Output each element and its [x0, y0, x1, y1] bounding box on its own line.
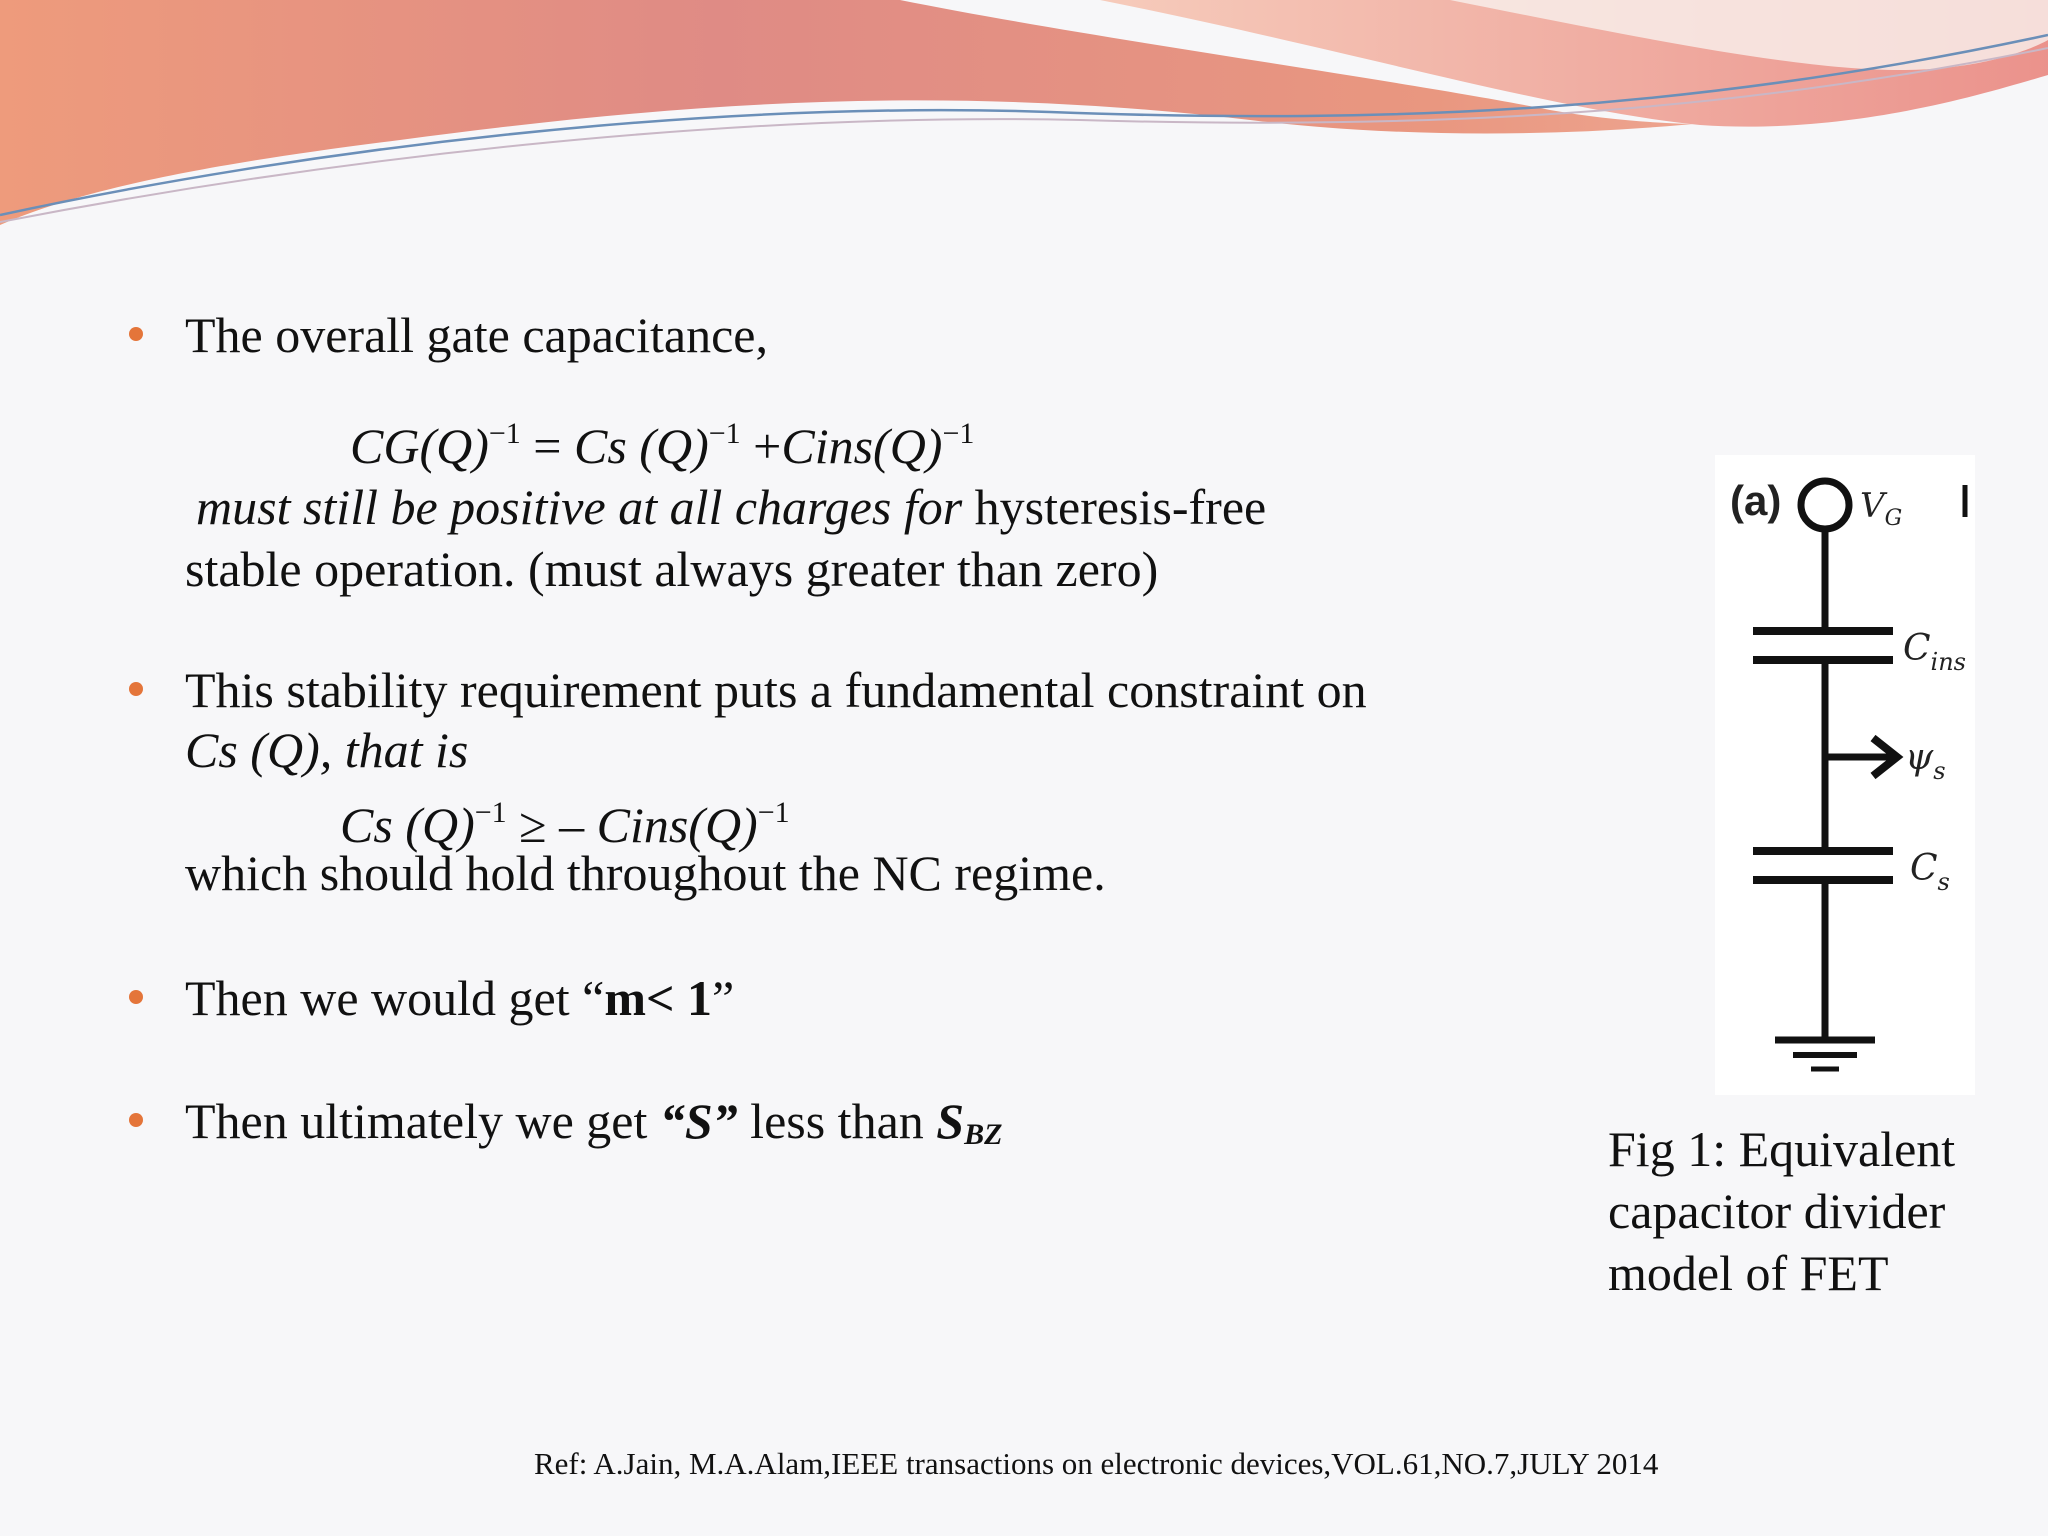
bullet-1-italic-text: must still be positive at all charges for — [196, 479, 963, 535]
vg-label: $V_G$ — [1860, 486, 1903, 531]
gate-capacitance-equation — [350, 404, 974, 476]
psi-label: $\psi_s$ — [1905, 737, 1946, 785]
bullet-3-suffix: ” — [711, 970, 735, 1026]
bullet-4-middle: less than — [737, 1093, 937, 1149]
caption-line-2: capacitor divider — [1608, 1183, 1946, 1239]
eq-plus: + — [740, 418, 782, 474]
caption-line-1: Fig 1: Equivalent — [1608, 1121, 1956, 1177]
eq-exp-3: −1 — [942, 417, 975, 450]
bullet-4-text — [185, 1091, 1002, 1165]
bullet-4-prefix: Then ultimately we get — [185, 1093, 660, 1149]
bullet-1-text: The overall gate capacitance, — [185, 307, 768, 363]
bullet-2-line-1: This stability requirement puts a fundamental constraint on — [185, 662, 1367, 718]
bullet-dot-4 — [129, 1113, 143, 1127]
eq-term-cins: Cins(Q) — [781, 418, 943, 474]
circuit-diagram — [1715, 455, 1975, 1095]
bullet-dot-1 — [129, 327, 143, 341]
eq-exp-2: −1 — [708, 417, 741, 450]
ineq-exp-1: −1 — [474, 796, 507, 829]
reference-citation: Ref: A.Jain, M.A.Alam,IEEE transactions on electronic devices,VOL.61,NO.7,JULY 2014 — [534, 1446, 1659, 1481]
bullet-2-line-2: Cs (Q), that is — [185, 722, 469, 778]
bullet-3-prefix: Then we would get “ — [185, 970, 605, 1026]
bullet-3-bold: m< 1 — [604, 970, 712, 1026]
bullet-1-line-2 — [196, 477, 1266, 537]
cins-label: $C_{ins}$ — [1903, 628, 1966, 676]
panel-label: (a) — [1730, 477, 1782, 524]
eq-equals: = — [520, 418, 574, 474]
eq-lhs: CG(Q) — [350, 418, 489, 474]
bullet-dot-3 — [129, 990, 143, 1004]
bullet-1-line-3: stable operation. (must always greater than zero) — [185, 541, 1159, 597]
bullet-4-sbz-sub: BZ — [964, 1118, 1003, 1151]
ineq-rhs: Cins(Q) — [596, 797, 758, 853]
capacitor-divider-figure — [1715, 455, 1975, 1095]
figure-caption — [1608, 1118, 1955, 1304]
cs-label: $C_s$ — [1910, 848, 1950, 896]
ineq-operator: ≥ – — [506, 797, 597, 853]
ineq-lhs: Cs (Q) — [340, 797, 475, 853]
caption-line-3: model of FET — [1608, 1245, 1889, 1301]
ineq-exp-2: −1 — [757, 796, 790, 829]
bullet-4-s-quoted: “S” — [659, 1093, 738, 1149]
bullet-3-text — [185, 968, 734, 1028]
bullet-dot-2 — [129, 682, 143, 696]
bullet-2-line-4: which should hold throughout the NC regime. — [185, 845, 1106, 901]
bullet-1-plain-text: hysteresis-free — [962, 479, 1267, 535]
bullet-4-sbz-main: S — [936, 1093, 965, 1149]
eq-exp-1: −1 — [488, 417, 521, 450]
eq-term-cs: Cs (Q) — [574, 418, 709, 474]
